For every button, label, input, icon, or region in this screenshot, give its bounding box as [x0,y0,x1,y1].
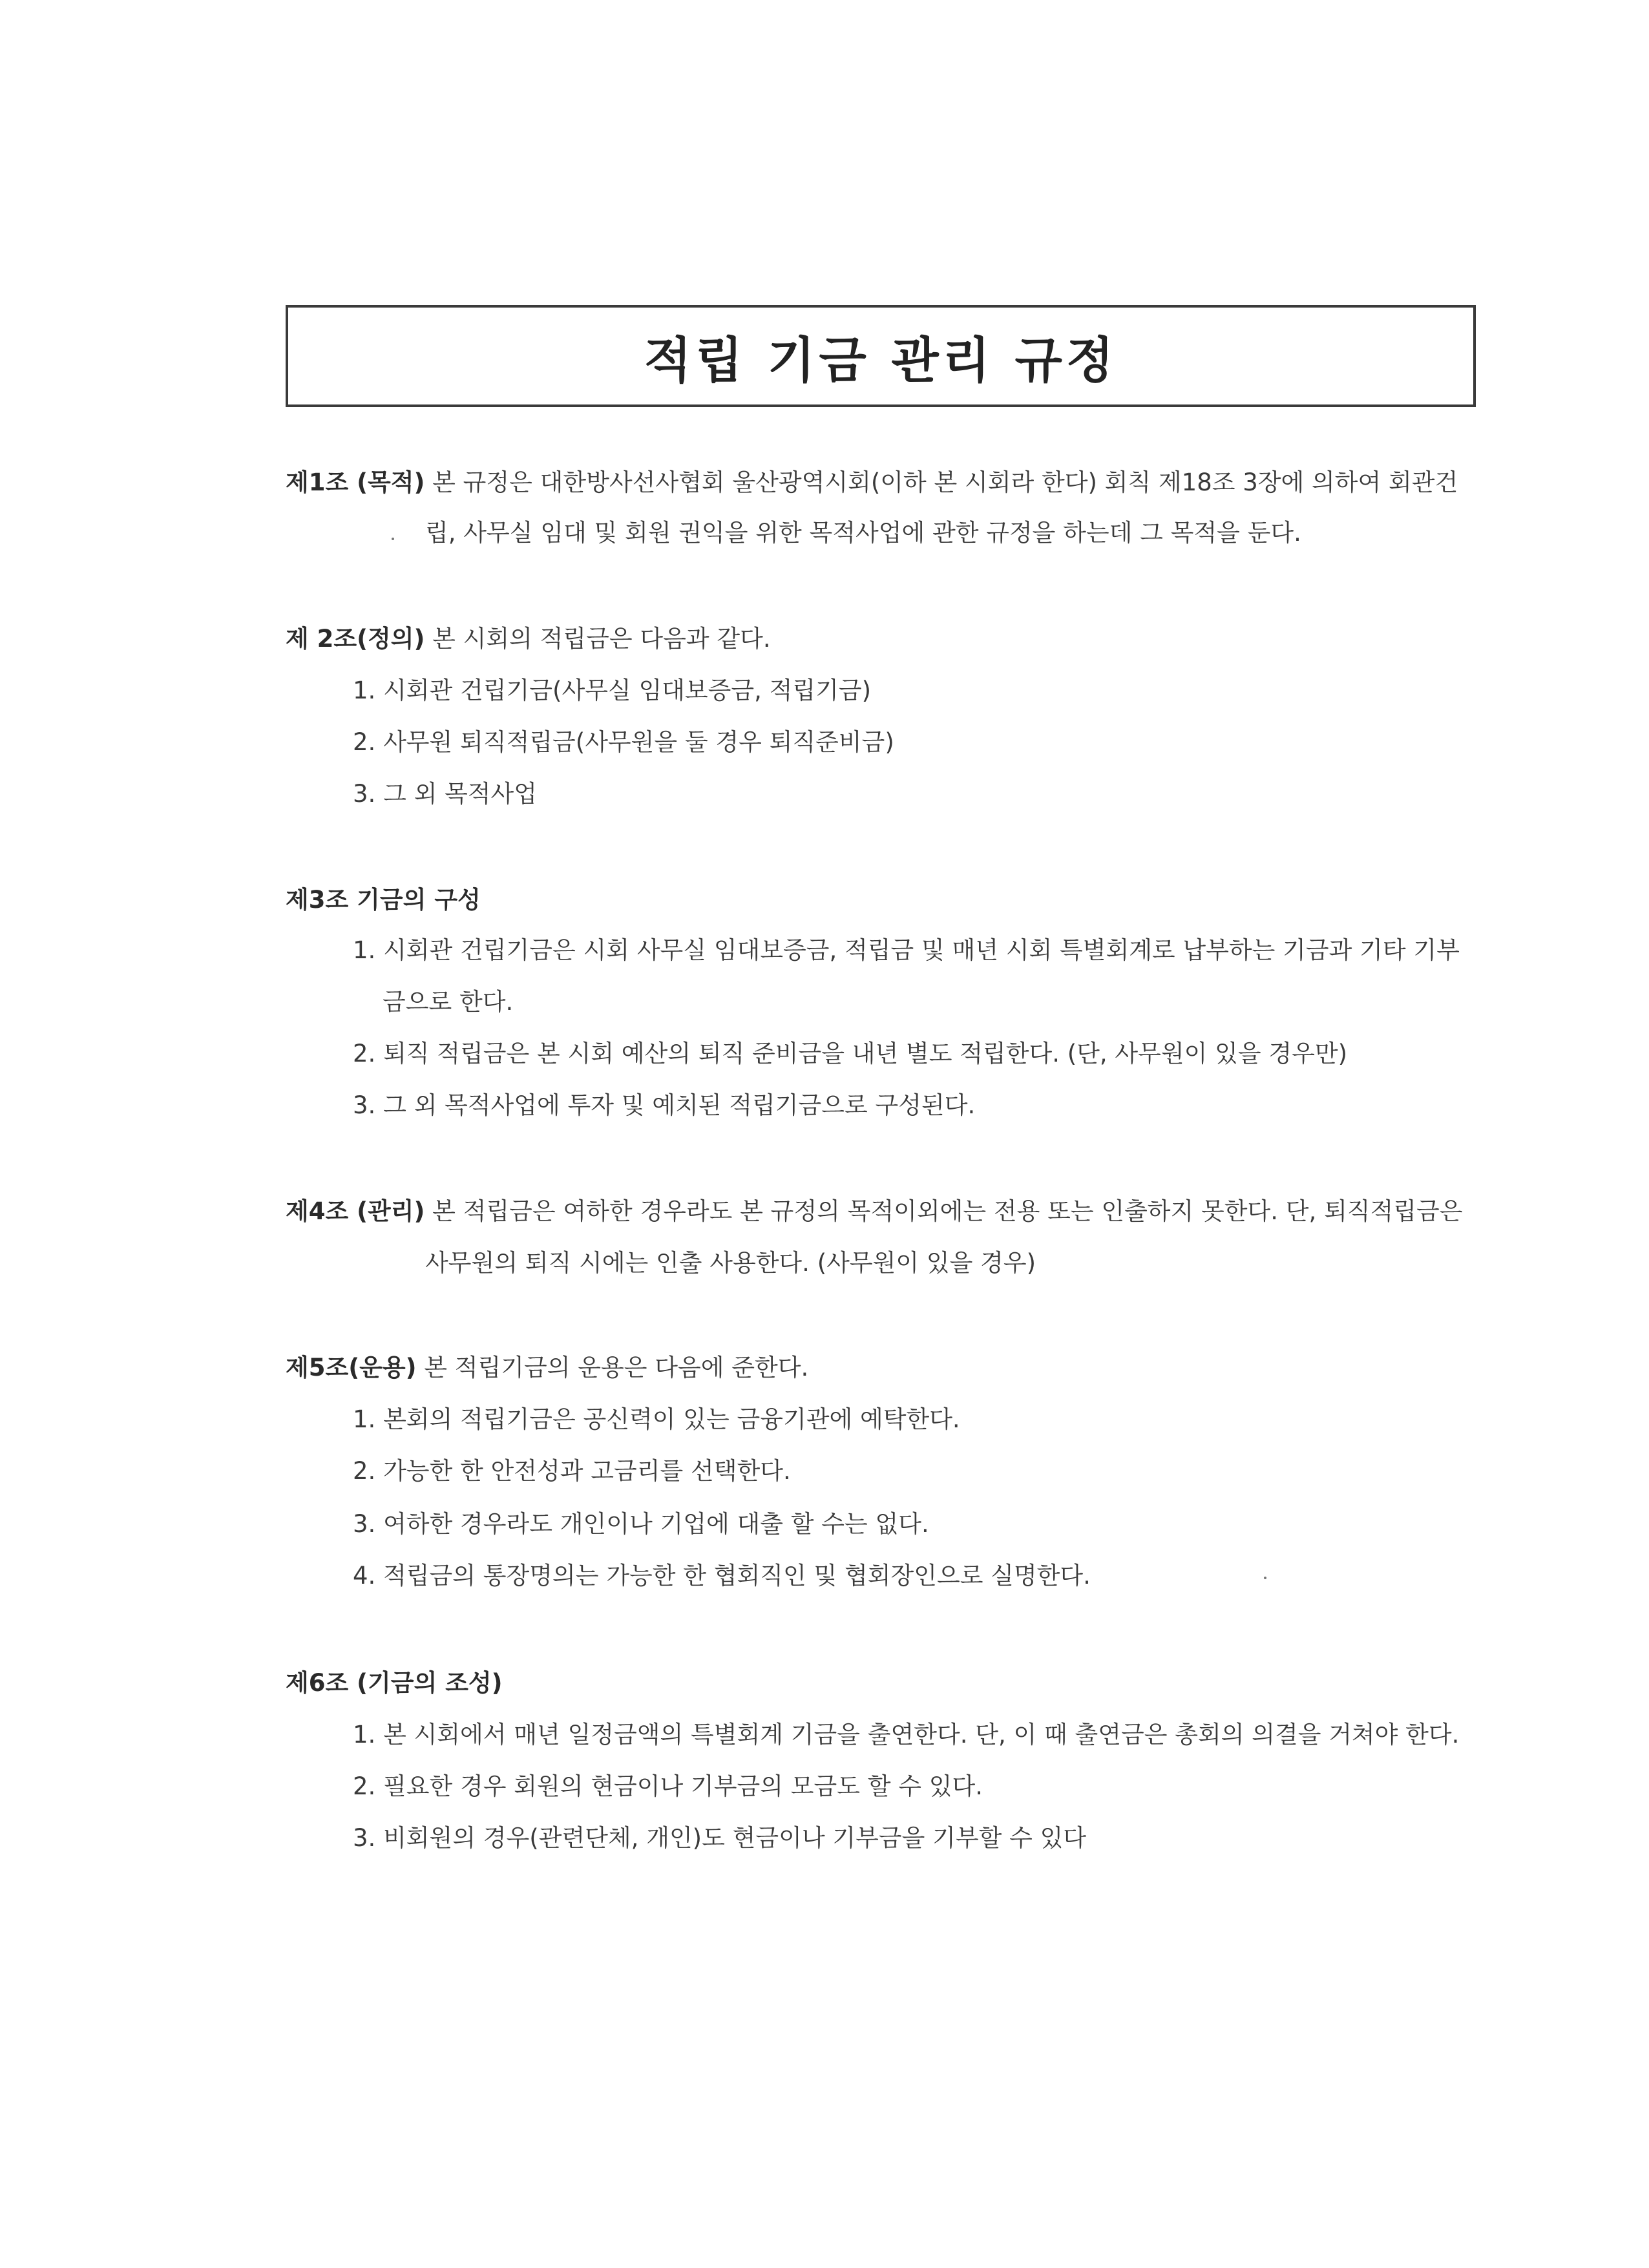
article-1-heading: 제1조 (목적) [286,468,425,496]
article-5-text: 본 적립기금의 운용은 다음에 준한다. [416,1354,809,1381]
article-2-line [286,623,771,655]
article-6-heading: 제6조 (기금의 조성) [286,1669,503,1697]
article-3-item: 1. 시회관 건립기금은 시회 사무실 임대보증금, 적립금 및 매년 시회 특별회계로 납부하는 기금과 기타 기부 [353,936,1460,964]
article-2-item: 1. 시회관 건립기금(사무실 임대보증금, 적립기금) [353,677,872,704]
article-1-line [286,467,1458,499]
article-4-line [286,1195,1463,1228]
article-4-heading: 제4조 (관리) [286,1197,425,1225]
article-2-heading: 제 2조(정의) [286,625,425,653]
title-box [286,305,1476,407]
article-1-text: 본 규정은 대한방사선사협회 울산광역시회(이하 본 시회라 한다) 회칙 제18조 3장에 의하여 회관건 [425,468,1458,496]
document-title: 적립 기금 관리 규정 [644,331,1118,389]
article-5-item: 1. 본회의 적립기금은 공신력이 있는 금융기관에 예탁한다. [353,1405,960,1433]
scan-speck [392,538,394,540]
article-5-line [286,1352,808,1384]
article-5-item: 2. 가능한 한 안전성과 고금리를 선택한다. [353,1457,791,1485]
article-1-continuation: 립, 사무실 임대 및 회원 권익을 위한 목적사업에 관한 규정을 하는데 그 목적을 둔다. [425,519,1301,547]
article-2-item: 3. 그 외 목적사업 [353,780,538,808]
article-3-item: 2. 퇴직 적립금은 본 시회 예산의 퇴직 준비금을 내년 별도 적립한다. (단, 사무원이 있을 경우만) [353,1040,1348,1067]
article-5-item: 4. 적립금의 통장명의는 가능한 한 협회직인 및 협회장인으로 실명한다. [353,1562,1091,1590]
scan-speck [1264,1577,1266,1579]
article-4-text: 본 적립금은 여하한 경우라도 본 규정의 목적이외에는 전용 또는 인출하지 못한다. 단, 퇴직적립금은 [425,1197,1463,1225]
article-5-item: 3. 여하한 경우라도 개인이나 기업에 대출 할 수는 없다. [353,1510,929,1538]
article-3-item: 3. 그 외 목적사업에 투자 및 예치된 적립기금으로 구성된다. [353,1091,976,1119]
article-4-continuation: 사무원의 퇴직 시에는 인출 사용한다. (사무원이 있을 경우) [425,1249,1036,1277]
article-3-heading: 제3조 기금의 구성 [286,886,481,914]
article-5-heading: 제5조(운용) [286,1354,417,1381]
article-6-item: 3. 비회원의 경우(관련단체, 개인)도 현금이나 기부금을 기부할 수 있다 [353,1824,1087,1852]
article-2-item: 2. 사무원 퇴직적립금(사무원을 둘 경우 퇴직준비금) [353,728,894,756]
article-6-item: 1. 본 시회에서 매년 일정금액의 특별회계 기금을 출연한다. 단, 이 때 출연금은 총회의 의결을 거쳐야 한다. [353,1721,1460,1748]
article-6-item: 2. 필요한 경우 회원의 현금이나 기부금의 모금도 할 수 있다. [353,1772,983,1800]
article-3-item-continuation: 금으로 한다. [383,988,514,1016]
article-2-text: 본 시회의 적립금은 다음과 같다. [425,625,771,653]
